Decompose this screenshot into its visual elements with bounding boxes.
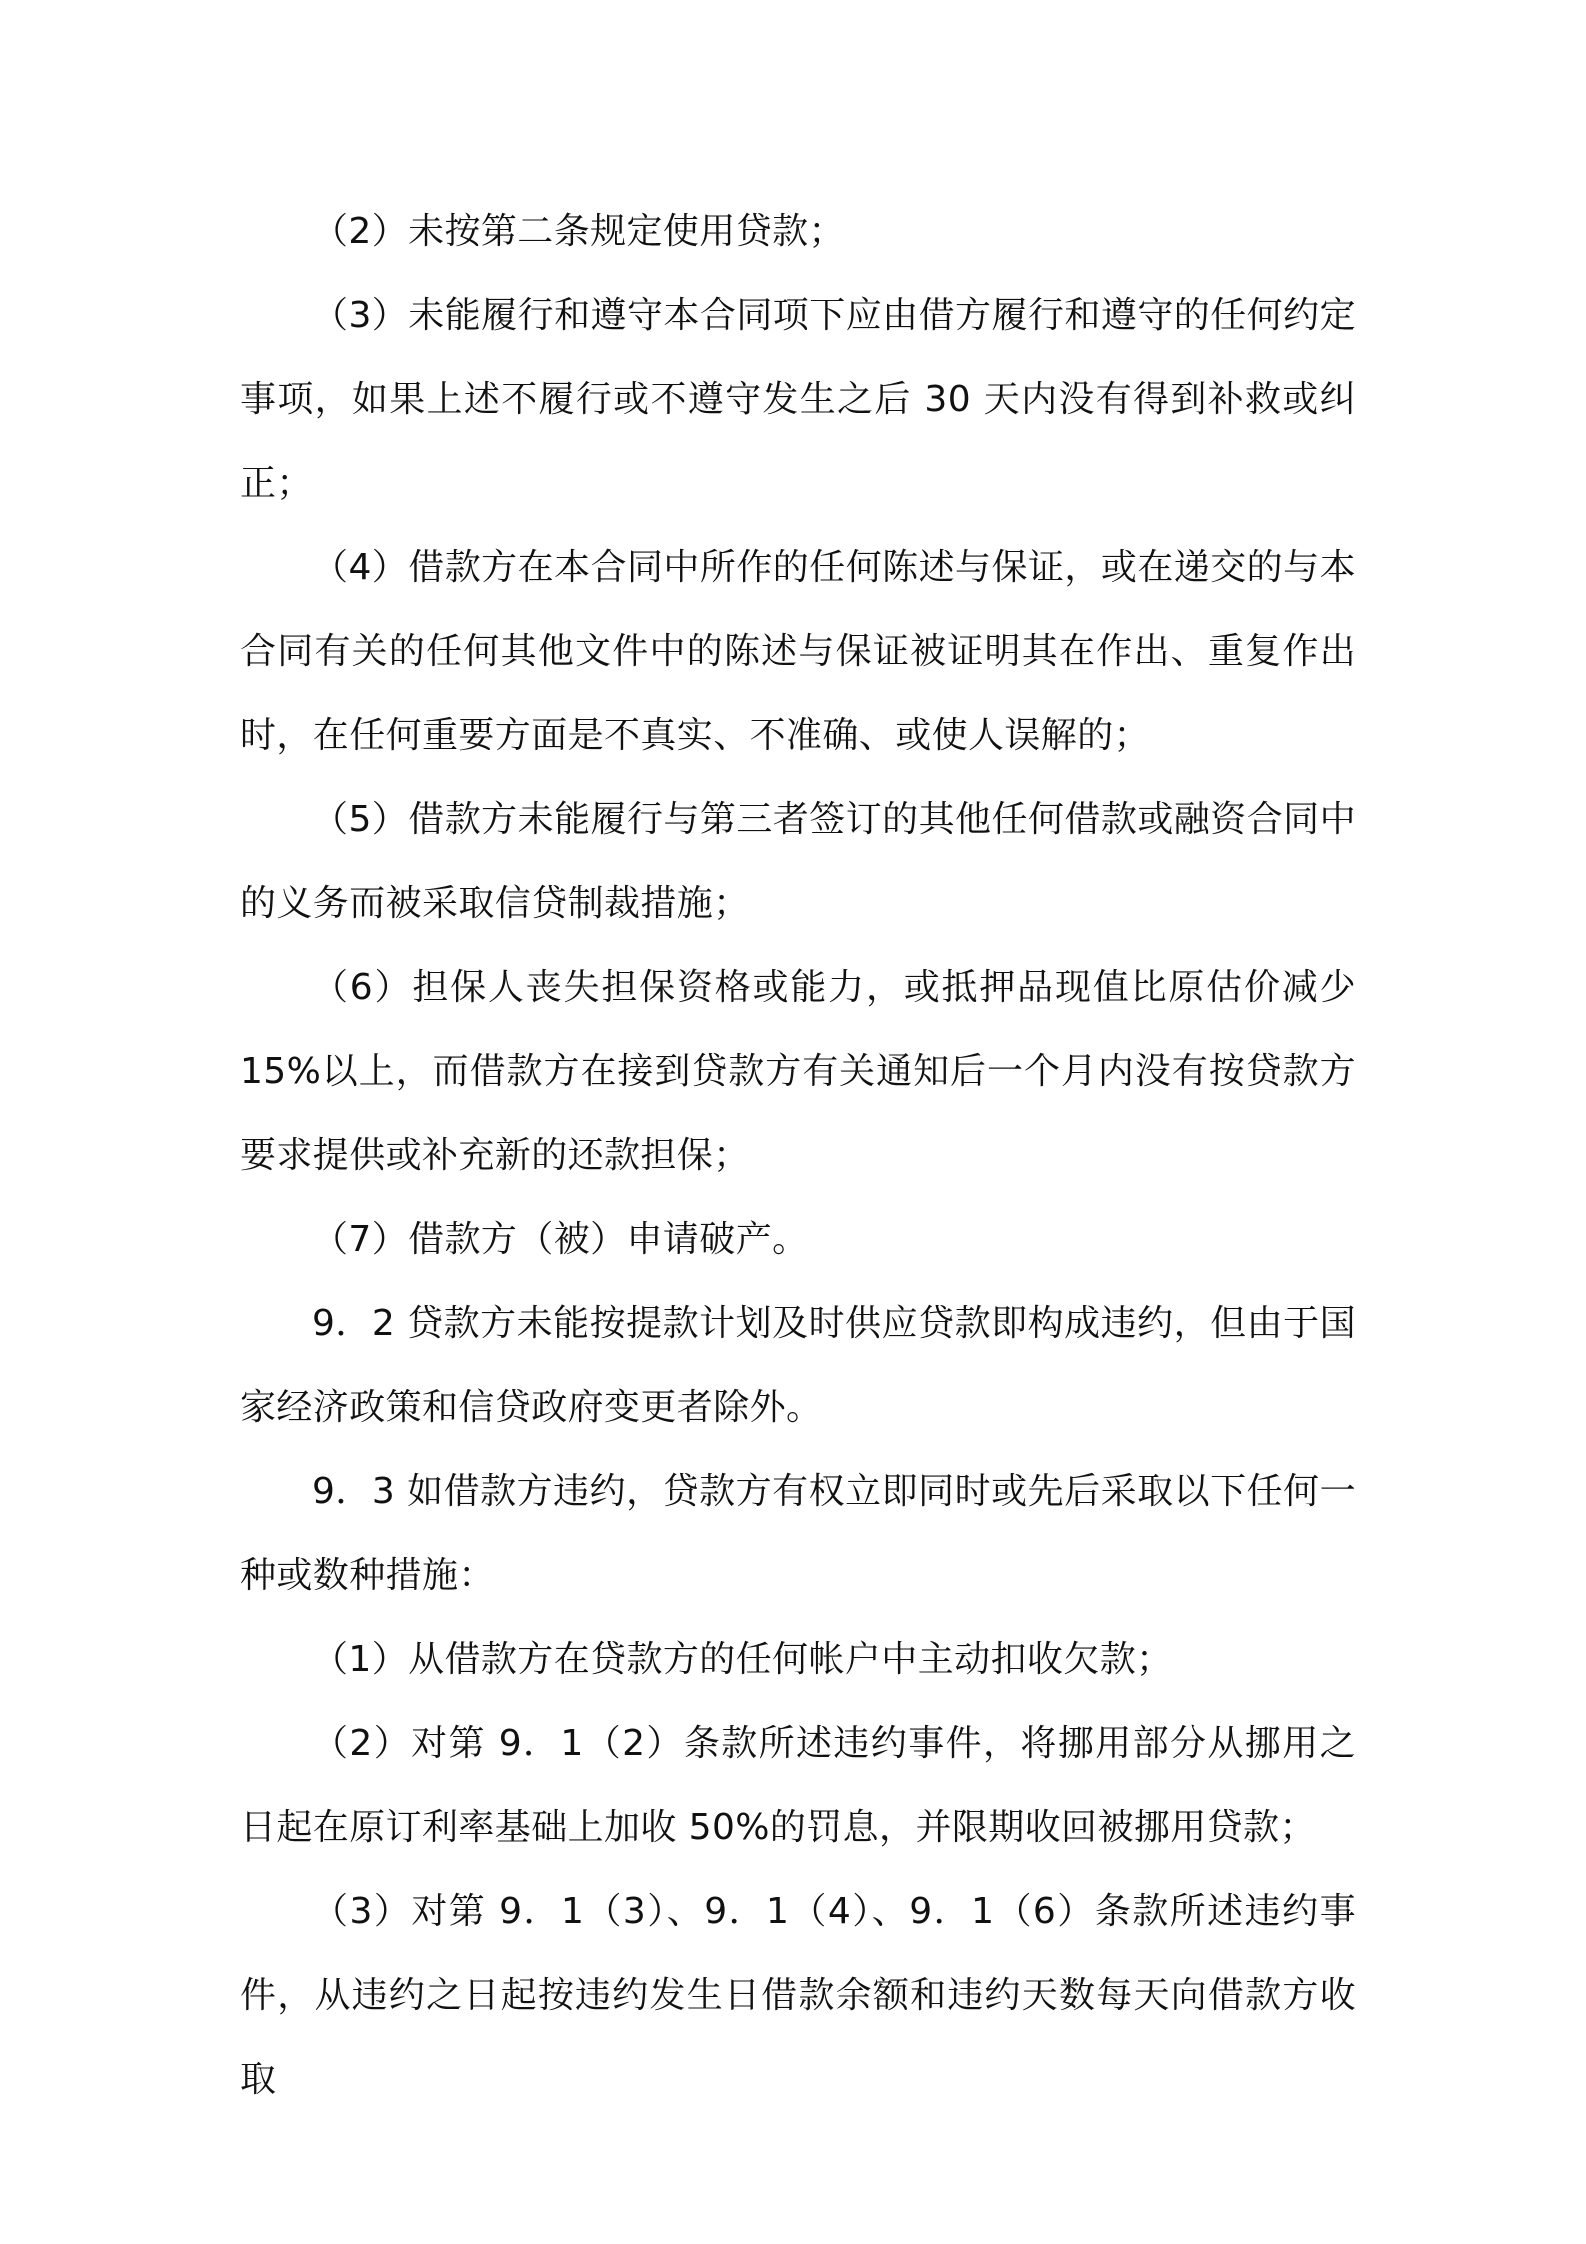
contract-text (240, 190, 1356, 2122)
paragraph-clause-9-3-3: （3）对第 9．1（3）、9．1（4）、9．1（6）条款所述违约事件，从违约之日起按违约发生日借款余额和违约天数每天向借款方收取 (240, 1891, 1356, 2100)
paragraph-clause-9-3: 9．3 如借款方违约，贷款方有权立即同时或先后采取以下任何一种或数种措施： (240, 1471, 1356, 1596)
paragraph-clause-9-1-6: （6）担保人丧失担保资格或能力，或抵押品现值比原估价减少15%以上，而借款方在接到贷款方有关通知后一个月内没有按贷款方要求提供或补充新的还款担保； (240, 967, 1356, 1176)
paragraph-clause-9-2: 9．2 贷款方未能按提款计划及时供应贷款即构成违约，但由于国家经济政策和信贷政府变更者除外。 (240, 1303, 1356, 1428)
paragraph-clause-9-3-1: （1）从借款方在贷款方的任何帐户中主动扣收欠款； (312, 1639, 1173, 1680)
paragraph-clause-9-3-2: （2）对第 9．1（2）条款所述违约事件，将挪用部分从挪用之日起在原订利率基础上加收 50%的罚息，并限期收回被挪用贷款； (240, 1723, 1356, 1848)
paragraph-clause-9-1-5: （5）借款方未能履行与第三者签订的其他任何借款或融资合同中的义务而被采取信贷制裁措施； (240, 799, 1356, 924)
paragraph-clause-9-1-2: （2）未按第二条规定使用贷款； (312, 211, 845, 252)
paragraph-clause-9-1-7: （7）借款方（被）申请破产。 (312, 1219, 809, 1260)
paragraph-clause-9-1-3: （3）未能履行和遵守本合同项下应由借方履行和遵守的任何约定事项，如果上述不履行或不遵守发生之后 30 天内没有得到补救或纠正； (240, 295, 1356, 504)
paragraph-clause-9-1-4: （4）借款方在本合同中所作的任何陈述与保证，或在递交的与本合同有关的任何其他文件中的陈述与保证被证明其在作出、重复作出时，在任何重要方面是不真实、不准确、或使人误解的； (240, 547, 1356, 756)
